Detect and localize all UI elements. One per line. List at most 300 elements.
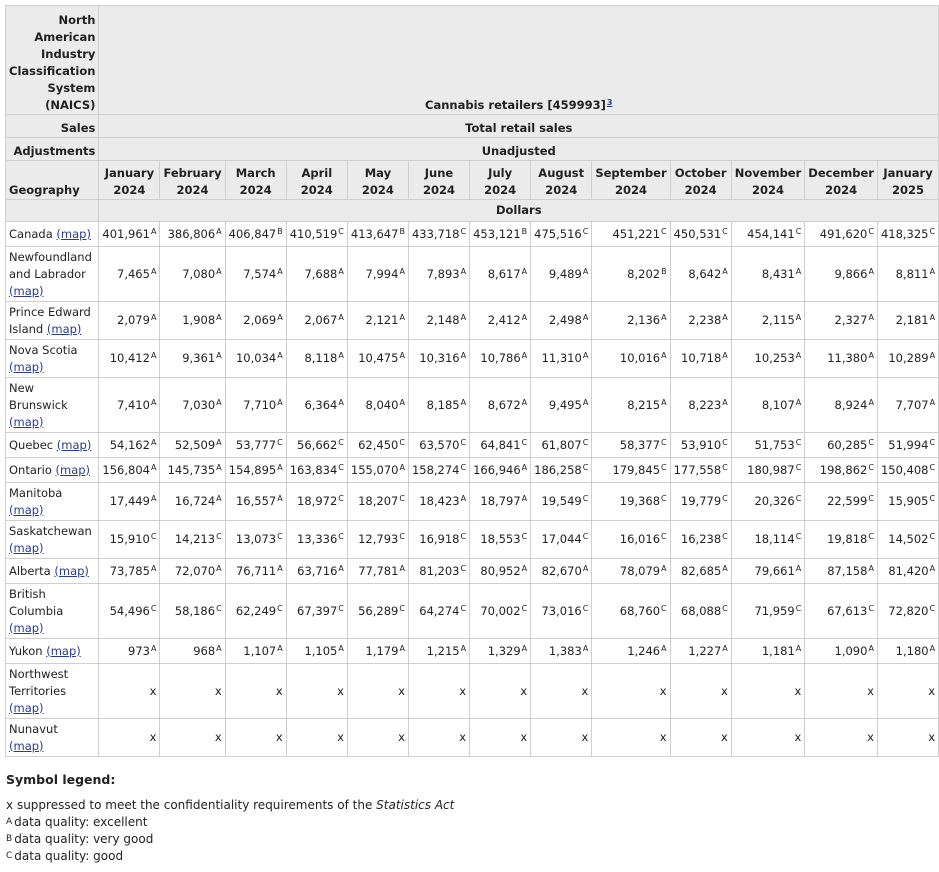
cell-value: 79,661 bbox=[754, 563, 795, 578]
cell-value: x bbox=[581, 730, 589, 744]
map-link[interactable]: (map) bbox=[9, 540, 44, 555]
cell-value: 12,793 bbox=[358, 532, 399, 546]
map-link[interactable]: (map) bbox=[56, 226, 91, 241]
value-cell bbox=[99, 458, 160, 483]
cell-value: 7,707 bbox=[895, 397, 929, 412]
map-link[interactable]: (map) bbox=[46, 321, 82, 336]
cell-value: 72,070 bbox=[174, 563, 216, 578]
quality-flag: A bbox=[795, 351, 802, 360]
value-cell bbox=[805, 340, 878, 378]
period-header bbox=[731, 161, 805, 200]
cell-value: 68,760 bbox=[619, 603, 661, 618]
naics-header-row bbox=[6, 6, 939, 115]
value-cell bbox=[670, 302, 731, 340]
quality-flag: C bbox=[399, 603, 405, 613]
cell-value: x bbox=[659, 730, 667, 744]
cell-value: 8,811 bbox=[895, 266, 929, 281]
value-cell bbox=[877, 340, 938, 378]
quality-flag: A bbox=[216, 494, 222, 503]
period-header bbox=[670, 161, 731, 200]
value-cell bbox=[225, 340, 286, 378]
value-cell bbox=[805, 664, 878, 719]
value-cell bbox=[592, 639, 670, 664]
value-cell bbox=[347, 222, 408, 247]
cell-value: 1,181 bbox=[761, 643, 795, 658]
value-cell bbox=[592, 433, 670, 458]
cell-value: 454,141 bbox=[747, 226, 795, 241]
value-cell bbox=[99, 639, 160, 664]
legend-text: data quality: very good bbox=[14, 832, 154, 846]
quality-flag: C bbox=[399, 494, 405, 503]
value-cell bbox=[347, 719, 408, 757]
quality-flag: A bbox=[338, 313, 344, 322]
map-link[interactable]: (map) bbox=[9, 414, 44, 429]
value-cell bbox=[670, 340, 731, 378]
value-cell bbox=[160, 664, 225, 719]
value-cell bbox=[99, 719, 160, 757]
value-cell bbox=[347, 664, 408, 719]
geography-name: Quebec bbox=[9, 437, 54, 452]
naics-value: Cannabis retailers [459993] bbox=[425, 98, 606, 112]
value-cell bbox=[286, 664, 347, 719]
map-link[interactable]: (map) bbox=[54, 563, 89, 578]
value-cell bbox=[592, 378, 670, 433]
cell-value: 433,718 bbox=[411, 226, 460, 241]
symbol-legend bbox=[6, 772, 454, 865]
map-link[interactable]: (map) bbox=[46, 643, 81, 658]
value-cell bbox=[408, 559, 469, 584]
period-month: February bbox=[163, 166, 222, 180]
period-header bbox=[160, 161, 225, 200]
quality-flag: C bbox=[399, 532, 405, 541]
sales-label: Sales bbox=[6, 115, 99, 138]
quality-flag: C bbox=[661, 532, 667, 541]
value-cell bbox=[670, 378, 731, 433]
value-cell bbox=[286, 639, 347, 664]
value-cell bbox=[670, 433, 731, 458]
quality-flag: A bbox=[277, 462, 283, 472]
value-cell bbox=[731, 719, 805, 757]
value-cell bbox=[731, 302, 805, 340]
quality-flag: A bbox=[150, 266, 157, 276]
map-link[interactable]: (map) bbox=[55, 462, 91, 477]
quality-flag: C bbox=[460, 532, 467, 541]
cell-value: 64,841 bbox=[480, 437, 521, 452]
cell-value: 56,662 bbox=[297, 437, 338, 452]
data-table-wrapper bbox=[5, 5, 939, 757]
quality-flag: A bbox=[661, 351, 667, 360]
value-cell bbox=[531, 222, 592, 247]
period-header bbox=[408, 161, 469, 200]
value-cell bbox=[99, 521, 160, 559]
legend-items bbox=[6, 797, 454, 865]
cell-value: 1,908 bbox=[182, 313, 216, 327]
cell-value: 8,040 bbox=[365, 397, 399, 412]
quality-flag: C bbox=[460, 437, 467, 447]
cell-value: x bbox=[720, 683, 728, 698]
geography-cell bbox=[6, 521, 99, 559]
cell-value: x bbox=[928, 730, 936, 744]
quality-flag: C bbox=[582, 603, 589, 613]
geography-name: Ontario bbox=[9, 462, 52, 477]
legend-symbol: C bbox=[6, 851, 13, 861]
naics-footnote-link[interactable]: 3 bbox=[606, 98, 613, 107]
cell-value: 13,336 bbox=[297, 532, 338, 546]
quality-flag: A bbox=[868, 351, 874, 360]
quality-flag: A bbox=[399, 351, 405, 360]
period-year: 2024 bbox=[176, 183, 209, 197]
cell-value: 16,918 bbox=[419, 532, 460, 546]
quality-flag: C bbox=[722, 226, 728, 236]
legend-italic-text: Statistics Act bbox=[376, 798, 455, 812]
value-cell bbox=[531, 521, 592, 559]
legend-symbol: x bbox=[6, 798, 14, 812]
sales-header-row bbox=[6, 115, 939, 138]
geography-name: Prince Edward Island bbox=[9, 304, 91, 336]
quality-flag: A bbox=[929, 563, 936, 573]
cell-value: 10,253 bbox=[754, 351, 795, 365]
value-cell bbox=[225, 302, 286, 340]
cell-value: 7,465 bbox=[117, 266, 150, 281]
value-cell bbox=[531, 378, 592, 433]
quality-flag: C bbox=[460, 462, 467, 472]
cell-value: 10,289 bbox=[888, 351, 929, 365]
value-cell bbox=[225, 222, 286, 247]
quality-flag: A bbox=[722, 397, 728, 407]
value-cell bbox=[160, 433, 225, 458]
cell-value: x bbox=[398, 730, 405, 744]
value-cell bbox=[877, 247, 938, 302]
value-cell bbox=[592, 222, 670, 247]
value-cell bbox=[225, 378, 286, 433]
quality-flag: A bbox=[460, 351, 467, 360]
value-cell bbox=[531, 302, 592, 340]
value-cell bbox=[99, 302, 160, 340]
value-cell bbox=[731, 483, 805, 521]
period-header bbox=[225, 161, 286, 200]
value-cell bbox=[99, 664, 160, 719]
quality-flag: A bbox=[661, 563, 667, 573]
quality-flag: A bbox=[795, 397, 802, 407]
value-cell bbox=[160, 584, 225, 639]
quality-flag: C bbox=[868, 462, 874, 472]
cell-value: 10,412 bbox=[109, 351, 150, 365]
cell-value: 2,115 bbox=[761, 313, 795, 327]
cell-value: 177,558 bbox=[673, 462, 722, 477]
cell-value: 8,223 bbox=[688, 397, 722, 412]
value-cell bbox=[408, 433, 469, 458]
geography-cell bbox=[6, 559, 99, 584]
table-row bbox=[6, 433, 939, 458]
cell-value: 9,361 bbox=[182, 351, 216, 365]
quality-flag: C bbox=[722, 462, 728, 472]
value-cell bbox=[805, 302, 878, 340]
quality-flag: C bbox=[795, 437, 802, 447]
value-cell bbox=[99, 222, 160, 247]
quality-flag: A bbox=[216, 643, 222, 653]
value-cell bbox=[805, 458, 878, 483]
quality-flag: A bbox=[150, 351, 157, 360]
value-cell bbox=[160, 222, 225, 247]
geography-name: Nova Scotia bbox=[9, 342, 78, 357]
map-link[interactable]: (map) bbox=[9, 283, 44, 298]
quality-flag: A bbox=[722, 643, 728, 653]
cell-value: x bbox=[149, 730, 157, 744]
legend-item bbox=[6, 831, 454, 848]
cell-value: 180,987 bbox=[747, 462, 795, 477]
period-month: October bbox=[674, 166, 727, 180]
quality-flag: A bbox=[868, 563, 874, 573]
period-year: 2024 bbox=[113, 183, 146, 197]
cell-value: 19,818 bbox=[827, 532, 868, 546]
quality-flag: A bbox=[929, 313, 936, 322]
value-cell bbox=[531, 483, 592, 521]
quality-flag: C bbox=[929, 437, 936, 447]
geography-name: Northwest Territories bbox=[9, 666, 69, 698]
table-row bbox=[6, 559, 939, 584]
quality-flag: B bbox=[399, 226, 405, 236]
cell-value: 1,105 bbox=[304, 643, 338, 658]
cell-value: 16,724 bbox=[174, 494, 216, 508]
quality-flag: C bbox=[338, 437, 344, 447]
value-cell bbox=[805, 584, 878, 639]
value-cell bbox=[225, 521, 286, 559]
quality-flag: A bbox=[338, 397, 344, 407]
quality-flag: C bbox=[582, 462, 589, 472]
value-cell bbox=[408, 639, 469, 664]
value-cell bbox=[408, 302, 469, 340]
quality-flag: A bbox=[722, 266, 728, 276]
cell-value: x bbox=[337, 730, 344, 744]
naics-value-cell bbox=[99, 6, 939, 115]
quality-flag: C bbox=[661, 494, 667, 503]
quality-flag: A bbox=[399, 313, 405, 322]
geography-cell bbox=[6, 664, 99, 719]
map-link[interactable]: (map) bbox=[9, 620, 44, 635]
cell-value: x bbox=[794, 730, 802, 744]
quality-flag: A bbox=[338, 643, 344, 653]
value-cell bbox=[670, 719, 731, 757]
value-cell bbox=[347, 483, 408, 521]
cell-value: 1,090 bbox=[834, 643, 868, 658]
quality-flag: A bbox=[460, 643, 467, 653]
value-cell bbox=[286, 378, 347, 433]
period-year: 2024 bbox=[239, 183, 272, 197]
geography-cell bbox=[6, 639, 99, 664]
cell-value: 8,185 bbox=[426, 397, 460, 412]
value-cell bbox=[877, 302, 938, 340]
value-cell bbox=[470, 559, 531, 584]
quality-flag: A bbox=[521, 266, 528, 276]
value-cell bbox=[286, 584, 347, 639]
cell-value: 7,710 bbox=[243, 397, 277, 412]
value-cell bbox=[225, 719, 286, 757]
cell-value: 82,685 bbox=[681, 563, 722, 578]
quality-flag: A bbox=[150, 313, 157, 322]
quality-flag: A bbox=[399, 643, 405, 653]
map-link[interactable]: (map) bbox=[9, 738, 44, 753]
cell-value: 1,107 bbox=[243, 643, 277, 658]
geography-name: Yukon bbox=[9, 643, 43, 658]
quality-flag: C bbox=[795, 494, 802, 503]
quality-flag: C bbox=[460, 563, 467, 573]
units-stub bbox=[6, 200, 99, 222]
cell-value: 2,069 bbox=[243, 313, 277, 327]
period-month: January bbox=[883, 166, 933, 180]
quality-flag: C bbox=[338, 532, 344, 541]
cell-value: 8,431 bbox=[761, 266, 795, 281]
value-cell bbox=[805, 378, 878, 433]
cell-value: 18,972 bbox=[297, 494, 338, 508]
quality-flag: A bbox=[216, 462, 222, 472]
cell-value: 61,807 bbox=[541, 437, 582, 452]
quality-flag: C bbox=[929, 532, 936, 541]
cell-value: x bbox=[581, 683, 589, 698]
cell-value: 60,285 bbox=[827, 437, 868, 452]
value-cell bbox=[160, 378, 225, 433]
cell-value: x bbox=[275, 730, 283, 744]
cell-value: 54,162 bbox=[109, 437, 150, 452]
cell-value: 18,207 bbox=[358, 494, 399, 508]
value-cell bbox=[286, 559, 347, 584]
value-cell bbox=[531, 247, 592, 302]
value-cell bbox=[470, 222, 531, 247]
value-cell bbox=[347, 521, 408, 559]
cell-value: 2,181 bbox=[895, 313, 929, 327]
cell-value: 9,866 bbox=[834, 266, 868, 281]
value-cell bbox=[592, 302, 670, 340]
quality-flag: A bbox=[722, 351, 728, 360]
period-header bbox=[286, 161, 347, 200]
quality-flag: A bbox=[521, 313, 528, 322]
quality-flag: C bbox=[460, 226, 467, 236]
value-cell bbox=[470, 378, 531, 433]
cell-value: 155,070 bbox=[350, 462, 399, 477]
cell-value: 64,274 bbox=[419, 603, 460, 618]
cell-value: 8,118 bbox=[304, 351, 338, 365]
cell-value: x bbox=[520, 730, 528, 744]
quality-flag: A bbox=[338, 266, 344, 276]
value-cell bbox=[731, 247, 805, 302]
cell-value: 1,180 bbox=[895, 643, 929, 658]
period-month: March bbox=[235, 166, 276, 180]
cell-value: 51,994 bbox=[888, 437, 929, 452]
cell-value: 81,420 bbox=[888, 563, 929, 578]
cell-value: 7,080 bbox=[182, 266, 216, 281]
cell-value: 158,274 bbox=[411, 462, 460, 477]
quality-flag: C bbox=[868, 532, 874, 541]
value-cell bbox=[408, 521, 469, 559]
value-cell bbox=[99, 433, 160, 458]
cell-value: 10,316 bbox=[419, 351, 460, 365]
value-cell bbox=[408, 483, 469, 521]
quality-flag: A bbox=[868, 397, 874, 407]
value-cell bbox=[877, 433, 938, 458]
legend-symbol: A bbox=[6, 817, 13, 827]
value-cell bbox=[877, 483, 938, 521]
quality-flag: A bbox=[338, 563, 344, 573]
geography-cell bbox=[6, 458, 99, 483]
legend-item bbox=[6, 797, 454, 814]
value-cell bbox=[805, 639, 878, 664]
map-link[interactable]: (map) bbox=[9, 700, 44, 715]
quality-flag: A bbox=[150, 462, 157, 472]
quality-flag: A bbox=[868, 266, 874, 276]
map-link[interactable]: (map) bbox=[56, 437, 92, 452]
period-month: May bbox=[364, 166, 392, 180]
naics-label: North American Industry Classification System (NAICS) bbox=[6, 6, 99, 115]
geography-name: Canada bbox=[9, 226, 53, 241]
quality-flag: C bbox=[929, 462, 936, 472]
value-cell bbox=[99, 378, 160, 433]
value-cell bbox=[531, 719, 592, 757]
cell-value: 10,016 bbox=[619, 351, 661, 365]
quality-flag: A bbox=[216, 437, 222, 447]
value-cell bbox=[160, 639, 225, 664]
cell-value: 145,735 bbox=[167, 462, 216, 477]
cell-value: 77,781 bbox=[358, 563, 399, 578]
period-year: 2024 bbox=[614, 183, 647, 197]
map-link[interactable]: (map) bbox=[9, 502, 44, 517]
cell-value: x bbox=[214, 730, 222, 744]
value-cell bbox=[408, 378, 469, 433]
cell-value: 2,148 bbox=[426, 313, 460, 327]
cell-value: x bbox=[867, 683, 874, 698]
quality-flag: A bbox=[929, 643, 936, 653]
quality-flag: A bbox=[150, 226, 157, 236]
period-year: 2024 bbox=[825, 183, 858, 197]
quality-flag: C bbox=[795, 226, 802, 236]
quality-flag: C bbox=[277, 532, 283, 541]
cell-value: 82,670 bbox=[541, 563, 582, 578]
cell-value: 968 bbox=[193, 643, 216, 658]
cell-value: x bbox=[337, 683, 344, 698]
cell-value: 2,136 bbox=[627, 313, 661, 327]
quality-flag: A bbox=[150, 643, 157, 653]
quality-flag: A bbox=[338, 351, 344, 360]
table-row bbox=[6, 340, 939, 378]
cell-value: 450,531 bbox=[673, 226, 722, 241]
geography-name: New Brunswick bbox=[9, 380, 68, 412]
value-cell bbox=[470, 483, 531, 521]
cell-value: 406,847 bbox=[228, 226, 277, 241]
value-cell bbox=[225, 559, 286, 584]
quality-flag: A bbox=[521, 494, 528, 503]
cell-value: 14,502 bbox=[888, 532, 929, 546]
period-month: August bbox=[538, 166, 585, 180]
quality-flag: A bbox=[460, 266, 467, 276]
cell-value: 13,073 bbox=[235, 532, 277, 546]
value-cell bbox=[531, 639, 592, 664]
cell-value: 16,016 bbox=[619, 532, 661, 546]
value-cell bbox=[470, 584, 531, 639]
value-cell bbox=[592, 559, 670, 584]
cell-value: 418,325 bbox=[880, 226, 929, 241]
cell-value: 80,952 bbox=[480, 563, 521, 578]
value-cell bbox=[160, 247, 225, 302]
cell-value: 2,412 bbox=[487, 313, 521, 327]
cell-value: 76,711 bbox=[235, 563, 277, 578]
quality-flag: A bbox=[582, 266, 589, 276]
value-cell bbox=[877, 719, 938, 757]
quality-flag: C bbox=[722, 532, 728, 541]
map-link[interactable]: (map) bbox=[9, 359, 44, 374]
value-cell bbox=[670, 458, 731, 483]
value-cell bbox=[877, 664, 938, 719]
quality-flag: C bbox=[277, 437, 283, 447]
retail-sales-table bbox=[5, 5, 939, 757]
quality-flag: A bbox=[216, 397, 222, 407]
